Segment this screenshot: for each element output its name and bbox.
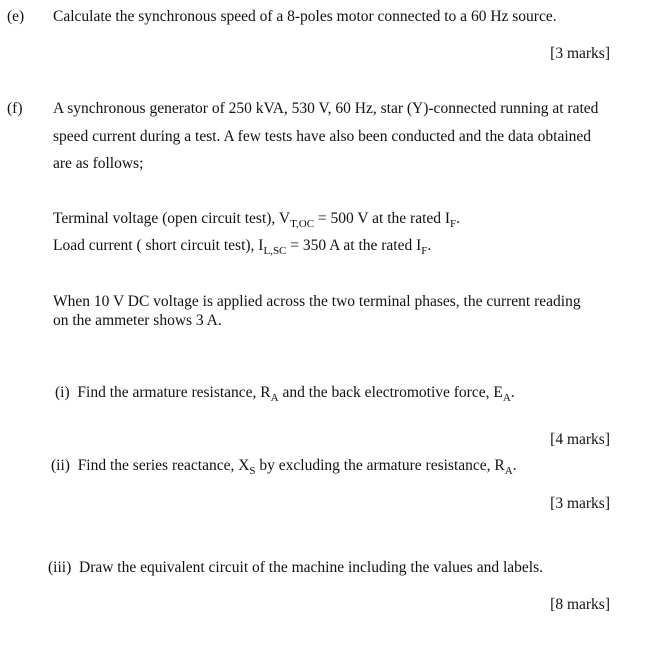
part-i-label: (i)	[55, 384, 70, 401]
question-e-label: (e)	[7, 8, 25, 25]
part-ii-suffix: .	[512, 457, 517, 474]
test-short-circuit-prefix: Load current ( short circuit test), I	[53, 237, 264, 254]
part-ii-prefix: Find the series reactance, X	[77, 457, 250, 474]
question-f-intro-line1: A synchronous generator of 250 kVA, 530 V, 60 Hz, star (Y)-connected running at rated	[53, 100, 599, 117]
part-iii-label: (iii)	[48, 559, 72, 576]
question-e-text: Calculate the synchronous speed of a 8-poles motor connected to a 60 Hz source.	[53, 8, 557, 25]
part-iii	[48, 559, 543, 577]
test-open-circuit-prefix: Terminal voltage (open circuit test), V	[53, 210, 291, 227]
test-short-circuit-subscript: L,SC	[263, 245, 287, 258]
part-i-prefix: Find the armature resistance, R	[77, 384, 271, 401]
part-ii-marks: [3 marks]	[550, 495, 610, 512]
test-short-circuit	[53, 237, 431, 257]
part-i-subscript-ra: A	[270, 392, 279, 405]
part-i-middle: and the back electromotive force, E	[278, 384, 503, 401]
question-f-intro	[53, 95, 598, 178]
part-iii-text: Draw the equivalent circuit of the machine including the values and labels.	[79, 559, 543, 576]
part-ii	[51, 457, 517, 477]
test-open-circuit-middle: = 500 V at the rated I	[314, 210, 451, 227]
question-f-intro-line3: are as follows;	[53, 155, 144, 172]
part-i	[55, 384, 515, 404]
part-ii-subscript-xs: S	[249, 465, 256, 478]
dc-test-line2: on the ammeter shows 3 A.	[53, 312, 222, 329]
dc-test-line1: When 10 V DC voltage is applied across the two terminal phases, the current reading	[53, 293, 581, 310]
question-e-marks: [3 marks]	[550, 45, 610, 62]
test-open-circuit-suffix: .	[456, 210, 461, 227]
question-f-label: (f)	[7, 100, 23, 117]
test-open-circuit-subscript: T,OC	[290, 218, 315, 231]
part-iii-marks: [8 marks]	[550, 596, 610, 613]
part-i-suffix: .	[510, 384, 515, 401]
question-f-intro-line2: speed current during a test. A few tests have also been conducted and the data obtained	[53, 127, 592, 145]
part-ii-middle: by excluding the armature resistance, R	[255, 457, 505, 474]
test-open-circuit-field-subscript: F	[450, 218, 457, 231]
part-i-marks: [4 marks]	[550, 431, 610, 448]
test-short-circuit-suffix: .	[427, 237, 432, 254]
dc-test-paragraph	[53, 292, 581, 330]
test-open-circuit	[53, 210, 460, 230]
test-short-circuit-middle: = 350 A at the rated I	[286, 237, 422, 254]
part-ii-subscript-ra: A	[504, 465, 513, 478]
part-ii-label: (ii)	[51, 457, 70, 474]
part-i-subscript-ea: A	[502, 392, 511, 405]
test-short-circuit-field-subscript: F	[421, 245, 428, 258]
